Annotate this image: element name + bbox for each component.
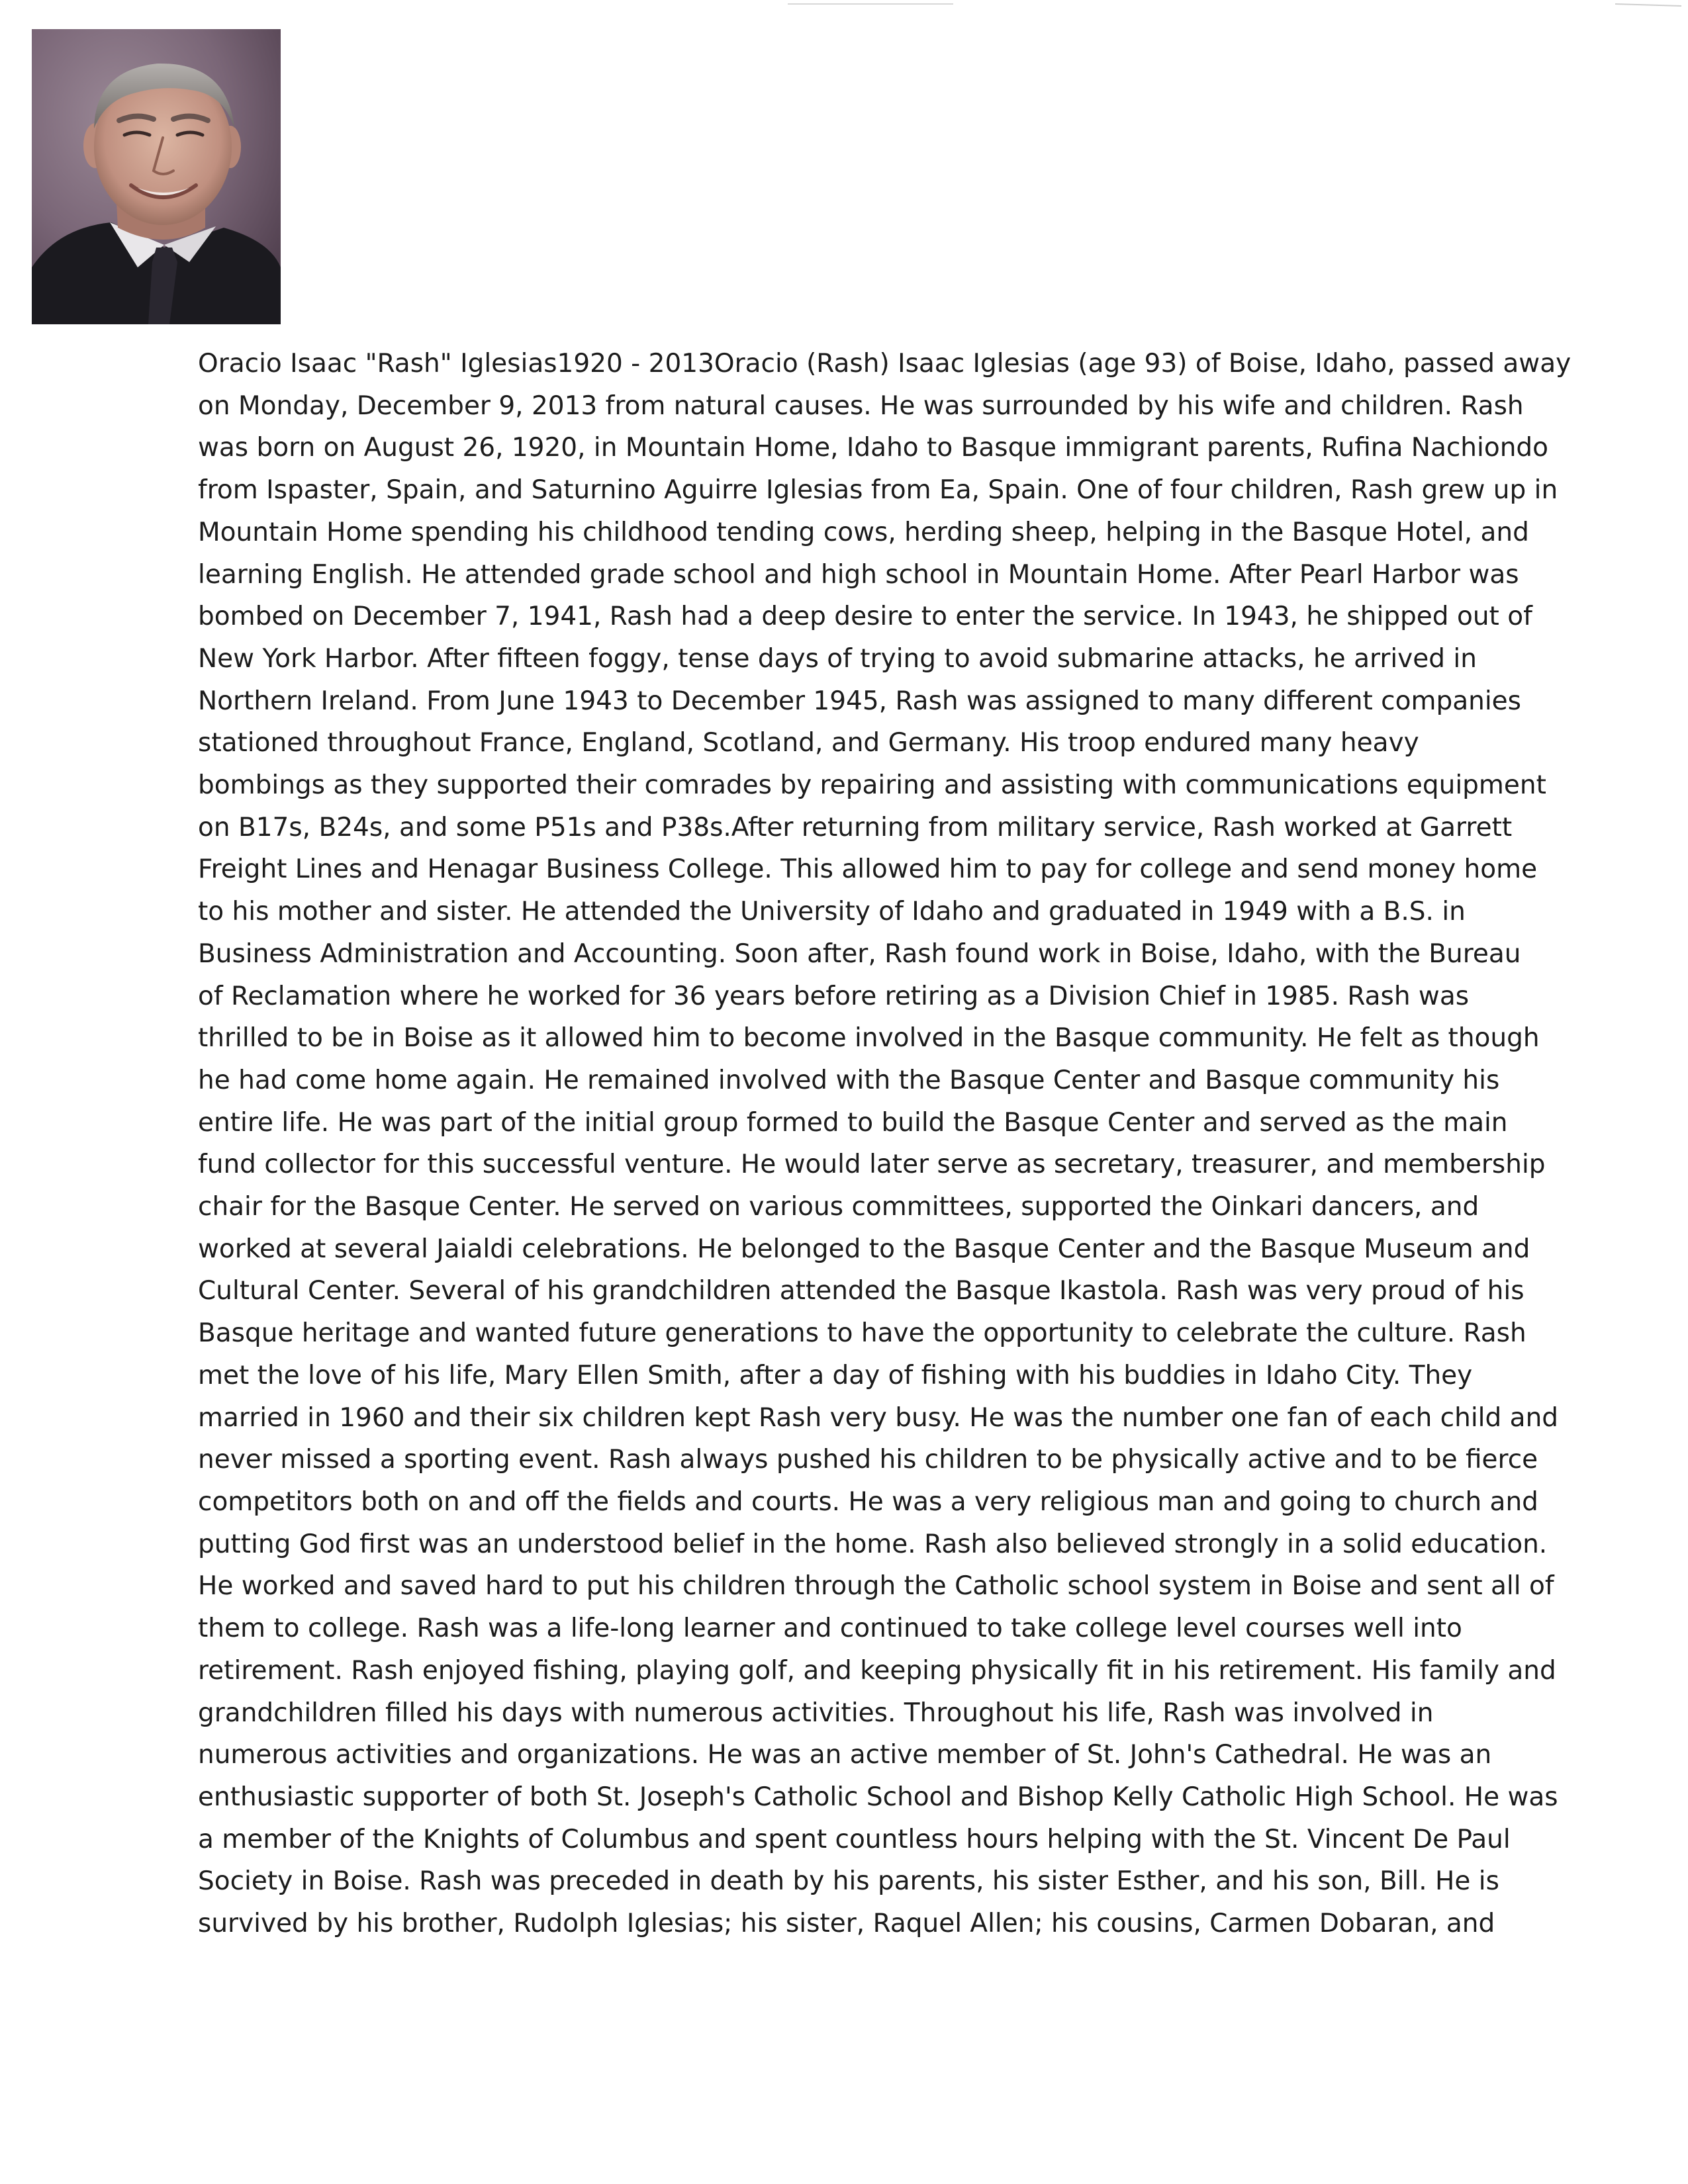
obituary-line: enthusiastic supporter of both St. Joseph's Catholic School and Bishop Kelly Catholic High School. He was: [198, 1782, 1558, 1812]
obituary-line: bombings as they supported their comrades by repairing and assisting with communications equipment: [198, 770, 1546, 801]
obituary-line: stationed throughout France, England, Scotland, and Germany. His troop endured many heavy: [198, 728, 1419, 758]
obituary-line: New York Harbor. After fifteen foggy, tense days of trying to avoid submarine attacks, he arrived in: [198, 643, 1477, 674]
obituary-line: a member of the Knights of Columbus and spent countless hours helping with the St. Vincent De Paul: [198, 1824, 1511, 1854]
obituary-line: them to college. Rash was a life-long learner and continued to take college level courses well into: [198, 1614, 1462, 1644]
obituary-line: grandchildren filled his days with numerous activities. Throughout his life, Rash was involved in: [198, 1698, 1434, 1728]
obituary-line: Basque heritage and wanted future generations to have the opportunity to celebrate the culture. Rash: [198, 1318, 1526, 1349]
obituary-line: Business Administration and Accounting. Soon after, Rash found work in Boise, Idaho, with the Bureau: [198, 938, 1521, 969]
obituary-line: he had come home again. He remained involved with the Basque Center and Basque community his: [198, 1065, 1500, 1095]
obituary-line: retirement. Rash enjoyed fishing, playing golf, and keeping physically fit in his retirement. His family and: [198, 1655, 1556, 1686]
obituary-line: on B17s, B24s, and some P51s and P38s.After returning from military service, Rash worked at Garrett: [198, 812, 1513, 842]
obituary-line: Freight Lines and Henagar Business College. This allowed him to pay for college and send money home: [198, 854, 1538, 885]
obituary-line: Society in Boise. Rash was preceded in death by his parents, his sister Esther, and his son, Bill. He is: [198, 1866, 1499, 1897]
portrait-image: [32, 29, 281, 324]
obituary-line: numerous activities and organizations. He was an active member of St. John's Cathedral. He was an: [198, 1740, 1492, 1770]
obituary-line: entire life. He was part of the initial group formed to build the Basque Center and served as the main: [198, 1107, 1508, 1138]
obituary-line: was born on August 26, 1920, in Mountain Home, Idaho to Basque immigrant parents, Rufina Nachiondo: [198, 433, 1549, 463]
obituary-line: competitors both on and off the fields and courts. He was a very religious man and going to church and: [198, 1486, 1538, 1517]
obituary-line: He worked and saved hard to put his children through the Catholic school system in Boise and sent all of: [198, 1571, 1554, 1602]
obituary-line: married in 1960 and their six children kept Rash very busy. He was the number one fan of each child and: [198, 1402, 1559, 1433]
obituary-line: Cultural Center. Several of his grandchildren attended the Basque Ikastola. Rash was very proud of his: [198, 1276, 1524, 1306]
obituary-line: thrilled to be in Boise as it allowed him to become involved in the Basque community. He felt as though: [198, 1023, 1540, 1054]
obituary-line: of Reclamation where he worked for 36 years before retiring as a Division Chief in 1985. Rash was: [198, 981, 1470, 1011]
obituary-line: bombed on December 7, 1941, Rash had a deep desire to enter the service. In 1943, he shipped out of: [198, 602, 1532, 632]
obituary-line: from Ispaster, Spain, and Saturnino Aguirre Iglesias from Ea, Spain. One of four children, Rash grew up in: [198, 475, 1558, 506]
obituary-line: met the love of his life, Mary Ellen Smith, after a day of fishing with his buddies in Idaho City. They: [198, 1360, 1473, 1390]
obituary-line: survived by his brother, Rudolph Iglesias; his sister, Raquel Allen; his cousins, Carmen Dobaran, and: [198, 1909, 1495, 1939]
obituary-line: never missed a sporting event. Rash always pushed his children to be physically active and to be fierce: [198, 1445, 1538, 1475]
obituary-line: to his mother and sister. He attended the University of Idaho and graduated in 1949 with a B.S. in: [198, 897, 1466, 927]
obituary-line: putting God first was an understood belief in the home. Rash also believed strongly in a solid education.: [198, 1529, 1548, 1559]
obituary-line: Oracio Isaac "Rash" Iglesias1920 - 2013Oracio (Rash) Isaac Iglesias (age 93) of Boise, Idaho, passed away: [198, 349, 1571, 379]
obituary-line: chair for the Basque Center. He served on various committees, supported the Oinkari dancers, and: [198, 1192, 1479, 1222]
obituary-line: Mountain Home spending his childhood tending cows, herding sheep, helping in the Basque Hotel, and: [198, 517, 1529, 547]
obituary-line: on Monday, December 9, 2013 from natural causes. He was surrounded by his wife and children. Rash: [198, 390, 1524, 421]
obituary-line: Northern Ireland. From June 1943 to December 1945, Rash was assigned to many different companies: [198, 686, 1521, 716]
portrait-photo: [32, 29, 281, 324]
obituary-line: worked at several Jaialdi celebrations. He belonged to the Basque Center and the Basque Museum and: [198, 1234, 1530, 1264]
obituary-line: learning English. He attended grade school and high school in Mountain Home. After Pearl Harbor was: [198, 559, 1519, 590]
obituary-line: fund collector for this successful venture. He would later serve as secretary, treasurer, and membership: [198, 1150, 1546, 1180]
obituary-text: [198, 343, 1571, 1945]
